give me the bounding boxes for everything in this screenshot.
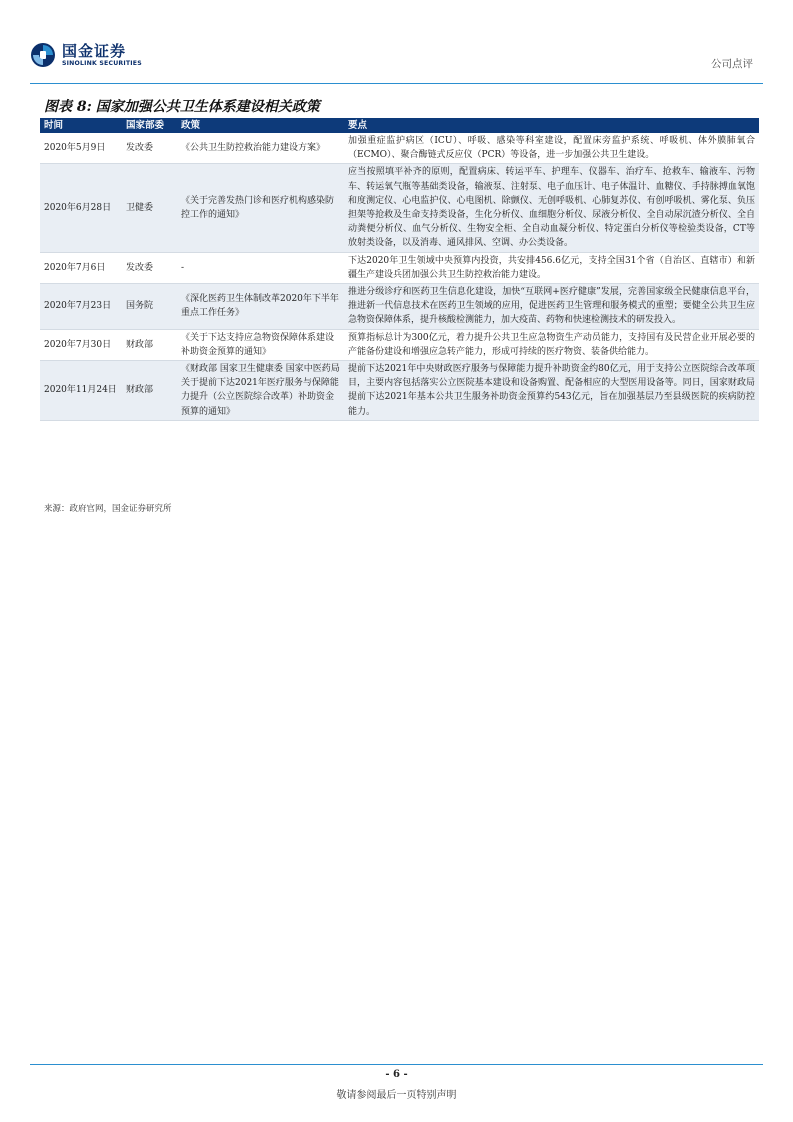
page-header	[30, 42, 763, 82]
row-dept: 国务院	[122, 284, 177, 330]
column-header-content: 要点	[344, 118, 759, 133]
row-date: 2020年11月24日	[40, 361, 122, 421]
row-policy: 《深化医药卫生体制改革2020年下半年重点工作任务》	[177, 284, 344, 330]
sinolink-logo-icon	[30, 42, 56, 68]
table-header-row	[40, 118, 759, 133]
column-header-date: 时间	[40, 118, 122, 133]
row-date: 2020年6月28日	[40, 164, 122, 252]
table-row	[40, 361, 759, 421]
figure-caption: 国家加强公共卫生体系建设相关政策	[95, 99, 320, 115]
column-header-policy: 政策	[177, 118, 344, 133]
brand-name-en: SINOLINK SECURITIES	[62, 59, 142, 67]
row-dept: 发改委	[122, 252, 177, 283]
column-header-dept: 国家部委	[122, 118, 177, 133]
row-content: 应当按照填平补齐的原则，配置病床、转运平车、护理车、仪器车、治疗车、抢救车、输液车、污物车、转运氧气瓶等基础类设备，输液泵、注射泵、电子血压计、电子体温计、血糖仪、手持脉搏血氧饱和度测定仪、心电监护仪、心电图机、除颤仪、无创呼吸机、心肺复苏仪、有创呼吸机、雾化泵、负压担架等抢救及生命支持类设备，生化分析仪、血细胞分析仪、尿液分析仪、全自动尿沉渣分析仪、全自动粪便分析仪、血气分析仪、生物安全柜、全自动血凝分析仪、特定蛋白分析仪等检验类设备，CT等放射类设备，以及消毒、通风排风、空调、办公类设备。	[344, 164, 759, 252]
company-logo	[30, 42, 142, 68]
header-divider	[30, 83, 763, 84]
row-dept: 发改委	[122, 133, 177, 164]
row-policy: 《关于下达支持应急物资保障体系建设补助资金预算的通知》	[177, 329, 344, 360]
row-policy: -	[177, 252, 344, 283]
source-note: 来源：政府官网，国金证券研究所	[44, 504, 172, 514]
figure-title	[44, 96, 320, 116]
table-row	[40, 133, 759, 164]
table-row	[40, 284, 759, 330]
policy-table	[40, 118, 759, 421]
row-dept: 财政部	[122, 361, 177, 421]
page-number: - 6 -	[385, 1069, 408, 1080]
row-content: 提前下达2021年中央财政医疗服务与保障能力提升补助资金约80亿元，用于支持公立医院综合改革项目，主要内容包括落实公立医院基本建设和设备购置、配备相应的大型医用设备等。同日，国家财政局提前下达2021年基本公共卫生服务补助资金预算约543亿元，旨在加强基层乃至县级医院的疾病防控能力。	[344, 361, 759, 421]
row-date: 2020年7月30日	[40, 329, 122, 360]
row-policy: 《财政部 国家卫生健康委 国家中医药局关于提前下达2021年医疗服务与保障能力提升（公立医院综合改革）补助资金预算的通知》	[177, 361, 344, 421]
brand-name-cn: 国金证券	[62, 41, 127, 60]
row-date: 2020年5月9日	[40, 133, 122, 164]
table-row	[40, 164, 759, 252]
row-policy: 《公共卫生防控救治能力建设方案》	[177, 133, 344, 164]
row-policy: 《关于完善发热门诊和医疗机构感染防控工作的通知》	[177, 164, 344, 252]
row-content: 加强重症监护病区（ICU）、呼吸、感染等科室建设，配置床旁监护系统、呼吸机、体外膜肺氧合（ECMO）、聚合酶链式反应仪（PCR）等设备，进一步加强公共卫生建设。	[344, 133, 759, 164]
row-content: 推进分级诊疗和医药卫生信息化建设，加快“互联网+医疗健康”发展，完善国家级全民健康信息平台，推进新一代信息技术在医药卫生领域的应用，促进医药卫生管理和服务模式的重塑；要健全公共卫生应急物资保障体系，提升核酸检测能力，加大疫苗、药物和快速检测技术的研发投入。	[344, 284, 759, 330]
disclaimer-note: 敬请参阅最后一页特别声明	[336, 1090, 457, 1101]
document-type: 公司点评	[711, 58, 753, 70]
row-content: 预算指标总计为300亿元，着力提升公共卫生应急物资生产动员能力，支持国有及民营企业开展必要的产能备份建设和增强应急转产能力，形成可持续的医疗物资、装备供给能力。	[344, 329, 759, 360]
row-dept: 财政部	[122, 329, 177, 360]
table-row	[40, 252, 759, 283]
row-content: 下达2020年卫生领域中央预算内投资，共安排456.6亿元，支持全国31个省（自治区、直辖市）和新疆生产建设兵团加强公共卫生防控救治能力建设。	[344, 252, 759, 283]
row-date: 2020年7月6日	[40, 252, 122, 283]
row-date: 2020年7月23日	[40, 284, 122, 330]
row-dept: 卫健委	[122, 164, 177, 252]
table-row	[40, 329, 759, 360]
figure-label: 图表 8:	[44, 99, 92, 115]
footer-divider	[30, 1064, 763, 1065]
